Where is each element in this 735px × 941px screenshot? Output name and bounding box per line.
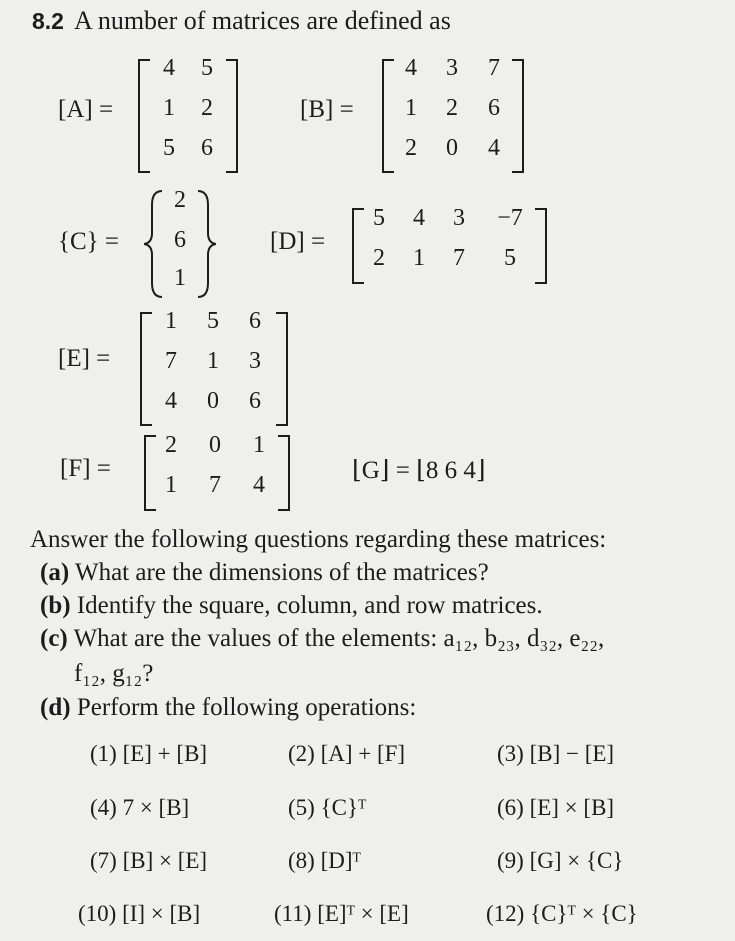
- matrix-b-left-bracket: [382, 59, 394, 173]
- matrix-b-cell: 7: [488, 55, 500, 81]
- matrix-f-cell: 1: [165, 472, 177, 498]
- question-a: [40, 559, 489, 587]
- matrix-d-cell: 2: [373, 245, 385, 271]
- matrix-e-cell: 3: [249, 348, 261, 374]
- matrix-b-cell: 0: [446, 135, 458, 161]
- operation-item: (1) [E] + [B]: [90, 741, 208, 766]
- question-d: [40, 694, 416, 722]
- matrix-d-cell: 5: [504, 245, 516, 271]
- operation-item: (5) {C}ᵀ: [288, 795, 367, 820]
- matrix-a-cell: 5: [201, 55, 213, 81]
- matrix-a-cell: 5: [163, 135, 175, 161]
- matrix-d: [352, 205, 547, 285]
- matrix-b: [382, 55, 524, 173]
- question-c: [40, 625, 604, 653]
- matrix-d-cell: 7: [453, 245, 465, 271]
- matrix-b-cell: 2: [446, 95, 458, 121]
- matrix-b-label: [B] =: [300, 96, 354, 123]
- matrix-e-cell: 1: [207, 348, 219, 374]
- matrix-c: [144, 185, 216, 303]
- operation-item: (10) [I] × [B]: [78, 901, 201, 926]
- matrix-d-cell: 3: [453, 205, 465, 231]
- operation-item: (12) {C}ᵀ × {C}: [486, 901, 638, 926]
- matrix-c-label: {C} =: [58, 228, 120, 255]
- matrix-d-right-bracket: [535, 208, 547, 284]
- matrix-e-right-bracket: [276, 312, 288, 426]
- operation-item: (11) [E]ᵀ × [E]: [274, 901, 409, 926]
- matrix-e-cell: 5: [207, 308, 219, 334]
- matrix-e-label: [E] =: [58, 345, 111, 372]
- matrix-g: ⌊G⌋ = ⌊8 6 4⌋: [352, 457, 486, 484]
- matrix-e-cell: 7: [165, 348, 177, 374]
- matrix-a-cell: 2: [201, 95, 213, 121]
- question-d-label: (d): [40, 694, 71, 721]
- matrix-c-cell: 1: [174, 265, 186, 291]
- question-d-text: Perform the following operations:: [76, 694, 417, 721]
- matrix-f-cell: 7: [209, 472, 221, 498]
- matrix-a: [138, 55, 238, 173]
- matrix-d-cell: 5: [373, 205, 385, 231]
- matrix-f: [144, 432, 290, 512]
- question-c-text: What are the values of the elements: a₁₂, b₂₃, d₃₂, e₂₂,: [73, 625, 605, 652]
- matrix-f-cell: 0: [209, 432, 221, 458]
- matrix-f-left-bracket: [144, 435, 156, 511]
- operation-item: (2) [A] + [F]: [288, 741, 406, 766]
- matrix-c-cell: 6: [174, 227, 186, 253]
- question-c-label: (c): [40, 625, 68, 652]
- matrix-f-label: [F] =: [60, 455, 111, 482]
- question-c-continued: f₁₂, g₁₂?: [74, 660, 154, 687]
- matrix-b-cell: 4: [405, 55, 417, 81]
- operation-item: (4) 7 × [B]: [90, 795, 190, 820]
- question-a-text: What are the dimensions of the matrices?: [74, 559, 489, 586]
- matrix-f-cell: 2: [165, 432, 177, 458]
- matrix-b-cell: 1: [405, 95, 417, 121]
- problem-title-text: A number of matrices are defined as: [73, 6, 451, 35]
- question-a-label: (a): [40, 559, 70, 586]
- matrix-c-cell: 2: [174, 187, 186, 213]
- matrix-a-cell: 4: [163, 55, 175, 81]
- matrix-a-label: [A] =: [58, 96, 114, 123]
- operation-item: (9) [G] × {C}: [497, 848, 624, 873]
- matrix-a-left-bracket: [138, 59, 150, 173]
- matrix-a-cell: 1: [163, 95, 175, 121]
- matrix-e-cell: 0: [207, 388, 219, 414]
- matrix-a-cell: 6: [201, 135, 213, 161]
- matrix-b-cell: 6: [488, 95, 500, 121]
- operation-item: (6) [E] × [B]: [497, 795, 615, 820]
- matrix-e-cell: 6: [249, 308, 261, 334]
- matrix-f-right-bracket: [278, 435, 290, 511]
- matrix-a-right-bracket: [226, 59, 238, 173]
- matrix-d-label: [D] =: [270, 228, 326, 255]
- matrix-f-cell: 4: [253, 472, 265, 498]
- operation-item: (7) [B] × [E]: [90, 848, 208, 873]
- question-b-text: Identify the square, column, and row matrices.: [76, 592, 543, 619]
- questions-intro: Answer the following questions regarding these matrices:: [30, 526, 607, 553]
- matrix-b-right-bracket: [512, 59, 524, 173]
- matrix-e: [140, 308, 288, 426]
- matrix-e-cell: 6: [249, 388, 261, 414]
- matrix-f-cell: 1: [253, 432, 265, 458]
- matrix-b-cell: 2: [405, 135, 417, 161]
- operation-item: (3) [B] − [E]: [497, 741, 615, 766]
- matrix-d-cell: −7: [497, 205, 523, 231]
- matrix-b-cell: 4: [488, 135, 500, 161]
- question-b: [40, 592, 543, 620]
- question-b-label: (b): [40, 592, 71, 619]
- matrix-e-cell: 1: [165, 308, 177, 334]
- matrix-e-left-bracket: [140, 312, 152, 426]
- matrix-e-cell: 4: [165, 388, 177, 414]
- problem-number: 8.2: [32, 8, 64, 34]
- operation-item: (8) [D]ᵀ: [288, 848, 361, 873]
- matrix-b-cell: 3: [446, 55, 458, 81]
- problem-title: [32, 6, 451, 36]
- matrix-d-cell: 4: [413, 205, 425, 231]
- matrix-d-left-bracket: [352, 208, 364, 284]
- matrix-d-cell: 1: [413, 245, 425, 271]
